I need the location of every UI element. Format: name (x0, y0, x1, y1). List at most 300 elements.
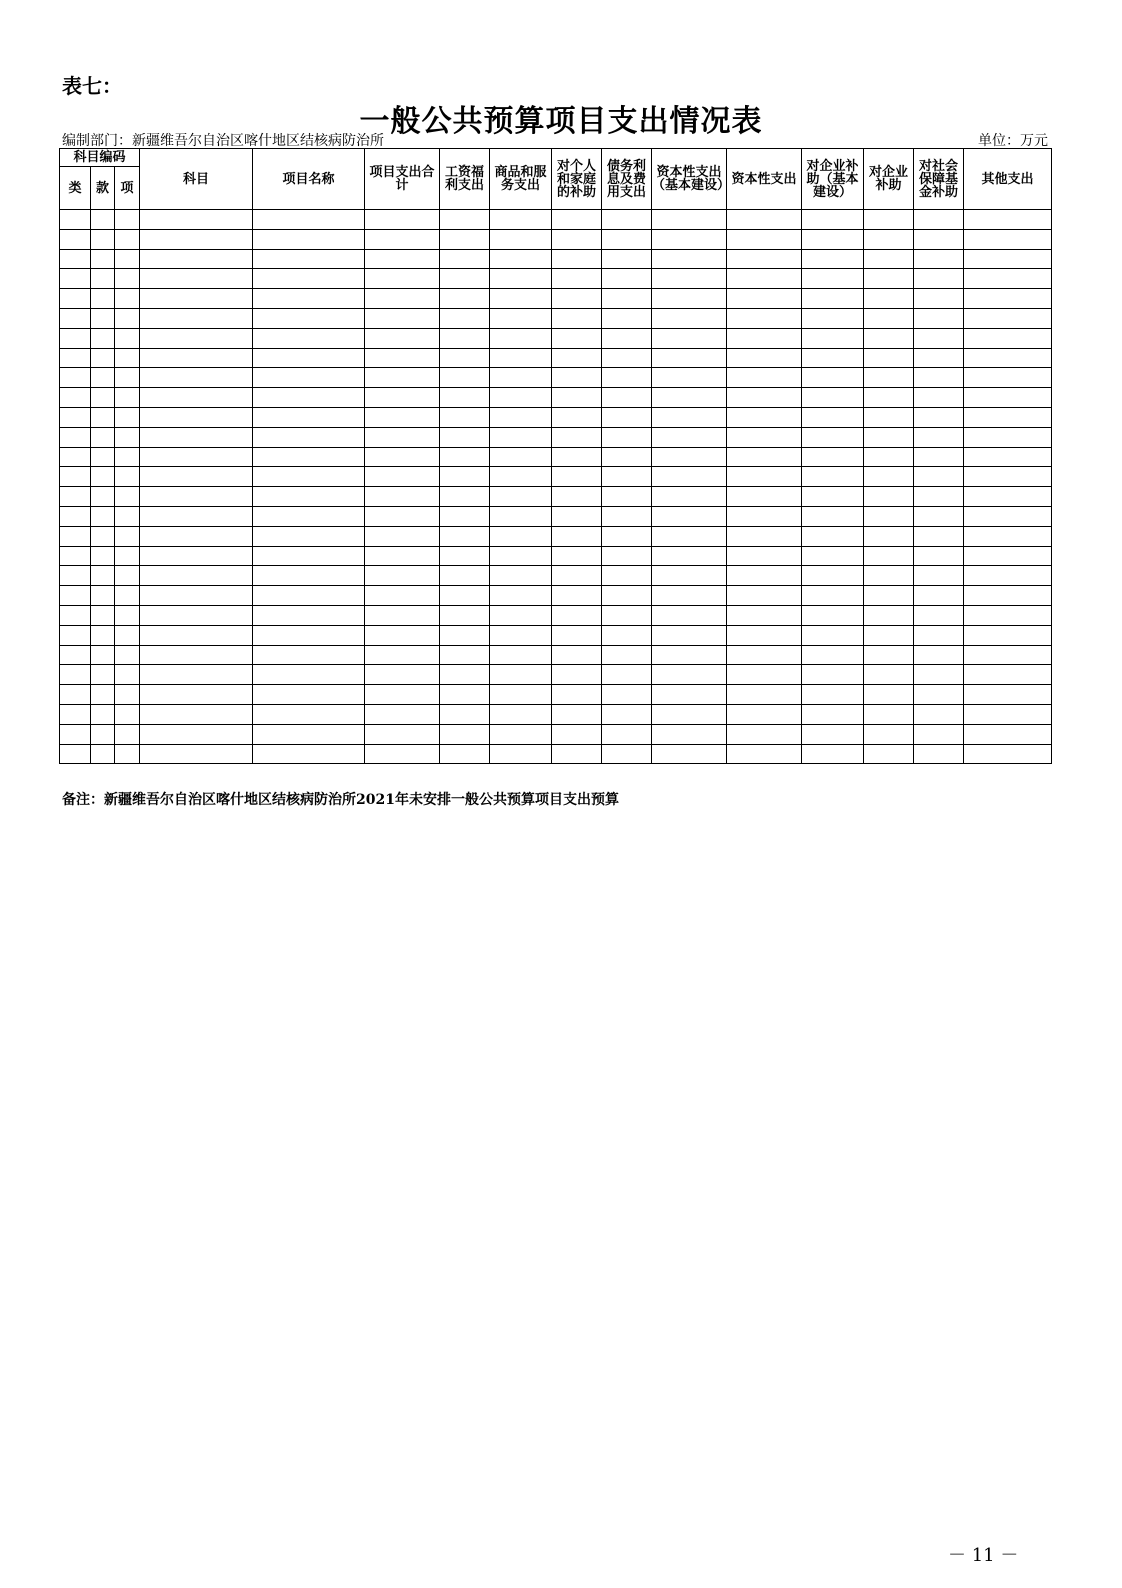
table-cell (727, 210, 802, 230)
header-kuan: 款 (91, 167, 115, 210)
table-cell (652, 388, 727, 408)
table-cell (914, 704, 964, 724)
table-cell (864, 447, 914, 467)
table-cell (602, 407, 652, 427)
table-cell (140, 447, 253, 467)
table-cell (115, 744, 140, 764)
table-cell (60, 427, 91, 447)
table-row (60, 269, 1052, 289)
table-cell (914, 368, 964, 388)
table-cell (490, 487, 552, 507)
table-cell (140, 229, 253, 249)
table-row (60, 368, 1052, 388)
table-cell (60, 546, 91, 566)
table-cell (115, 269, 140, 289)
table-cell (914, 566, 964, 586)
table-cell (60, 506, 91, 526)
table-cell (60, 249, 91, 269)
table-cell (864, 308, 914, 328)
table-cell (253, 506, 365, 526)
footnote: 备注：新疆维吾尔自治区喀什地区结核病防治所2021年未安排一般公共预算项目支出预算 (62, 792, 619, 808)
table-cell (964, 308, 1052, 328)
table-cell (552, 289, 602, 309)
table-cell (802, 249, 864, 269)
table-row (60, 665, 1052, 685)
table-cell (802, 467, 864, 487)
table-cell (253, 289, 365, 309)
table-cell (490, 210, 552, 230)
table-cell (727, 605, 802, 625)
table-cell (365, 645, 440, 665)
table-cell (91, 704, 115, 724)
table-cell (864, 328, 914, 348)
table-cell (602, 308, 652, 328)
table-cell (490, 447, 552, 467)
table-row (60, 724, 1052, 744)
table-cell (602, 388, 652, 408)
table-cell (253, 210, 365, 230)
table-cell (914, 348, 964, 368)
header-subject: 科目 (140, 149, 253, 210)
table-cell (440, 447, 490, 467)
table-cell (440, 308, 490, 328)
table-cell (652, 487, 727, 507)
table-cell (115, 348, 140, 368)
table-cell (91, 427, 115, 447)
table-cell (652, 625, 727, 645)
table-cell (140, 685, 253, 705)
table-cell (727, 447, 802, 467)
table-cell (602, 427, 652, 447)
table-cell (964, 586, 1052, 606)
table-cell (140, 249, 253, 269)
table-cell (115, 407, 140, 427)
table-cell (652, 685, 727, 705)
table-cell (864, 645, 914, 665)
table-cell (727, 427, 802, 447)
table-cell (440, 229, 490, 249)
table-cell (365, 665, 440, 685)
table-cell (552, 368, 602, 388)
table-cell (864, 724, 914, 744)
header-wage: 工资福利支出 (440, 149, 490, 210)
table-cell (490, 249, 552, 269)
table-cell (864, 605, 914, 625)
table-cell (864, 407, 914, 427)
table-cell (864, 744, 914, 764)
table-cell (727, 665, 802, 685)
table-cell (253, 407, 365, 427)
table-cell (490, 586, 552, 606)
table-row (60, 289, 1052, 309)
table-cell (440, 704, 490, 724)
table-cell (802, 368, 864, 388)
table-cell (365, 269, 440, 289)
table-cell (552, 605, 602, 625)
table-cell (490, 467, 552, 487)
table-cell (140, 605, 253, 625)
table-cell (115, 586, 140, 606)
table-cell (802, 645, 864, 665)
table-cell (91, 645, 115, 665)
table-row (60, 586, 1052, 606)
table-row (60, 704, 1052, 724)
table-cell (365, 724, 440, 744)
table-cell (490, 368, 552, 388)
table-cell (964, 546, 1052, 566)
table-cell (115, 487, 140, 507)
table-cell (140, 625, 253, 645)
table-cell (490, 724, 552, 744)
table-cell (964, 210, 1052, 230)
table-cell (365, 447, 440, 467)
table-cell (652, 566, 727, 586)
table-cell (91, 407, 115, 427)
table-cell (864, 388, 914, 408)
table-row (60, 744, 1052, 764)
table-cell (802, 526, 864, 546)
table-cell (964, 229, 1052, 249)
table-cell (802, 665, 864, 685)
table-cell (864, 506, 914, 526)
table-cell (802, 685, 864, 705)
table-cell (60, 605, 91, 625)
table-cell (91, 308, 115, 328)
table-cell (115, 289, 140, 309)
table-cell (802, 586, 864, 606)
table-row (60, 487, 1052, 507)
table-cell (440, 546, 490, 566)
table-cell (91, 566, 115, 586)
table-cell (115, 724, 140, 744)
table-cell (60, 625, 91, 645)
table-row (60, 388, 1052, 408)
table-cell (914, 685, 964, 705)
table-cell (652, 229, 727, 249)
table-cell (440, 427, 490, 447)
table-cell (602, 605, 652, 625)
table-cell (440, 289, 490, 309)
table-row (60, 249, 1052, 269)
table-cell (115, 229, 140, 249)
table-cell (802, 210, 864, 230)
table-cell (60, 467, 91, 487)
table-cell (552, 665, 602, 685)
table-cell (914, 645, 964, 665)
table-cell (490, 704, 552, 724)
header-enterprise-basic: 对企业补助（基本建设） (802, 149, 864, 210)
table-cell (552, 269, 602, 289)
table-cell (802, 487, 864, 507)
table-cell (552, 566, 602, 586)
table-cell (964, 744, 1052, 764)
table-cell (802, 447, 864, 467)
table-cell (964, 665, 1052, 685)
table-cell (602, 487, 652, 507)
table-cell (964, 685, 1052, 705)
table-cell (140, 526, 253, 546)
table-cell (802, 348, 864, 368)
table-cell (365, 368, 440, 388)
table-cell (602, 506, 652, 526)
table-cell (552, 249, 602, 269)
table-cell (365, 388, 440, 408)
table-cell (253, 605, 365, 625)
table-row (60, 467, 1052, 487)
table-cell (602, 645, 652, 665)
table-cell (864, 249, 914, 269)
table-cell (802, 625, 864, 645)
table-cell (440, 506, 490, 526)
table-cell (727, 645, 802, 665)
table-cell (802, 704, 864, 724)
table-cell (602, 625, 652, 645)
table-cell (115, 447, 140, 467)
table-cell (440, 625, 490, 645)
table-cell (440, 605, 490, 625)
table-cell (727, 744, 802, 764)
table-cell (552, 506, 602, 526)
table-cell (727, 586, 802, 606)
table-cell (91, 724, 115, 744)
table-cell (602, 447, 652, 467)
table-row (60, 447, 1052, 467)
table-cell (602, 328, 652, 348)
table-cell (552, 210, 602, 230)
table-row (60, 546, 1052, 566)
table-cell (602, 348, 652, 368)
table-cell (140, 546, 253, 566)
table-cell (914, 249, 964, 269)
table-cell (802, 605, 864, 625)
table-cell (602, 704, 652, 724)
table-cell (802, 546, 864, 566)
table-cell (365, 566, 440, 586)
table-cell (440, 388, 490, 408)
table-cell (914, 328, 964, 348)
table-cell (727, 308, 802, 328)
table-cell (802, 328, 864, 348)
header-xiang: 项 (115, 167, 140, 210)
table-cell (802, 407, 864, 427)
table-cell (602, 724, 652, 744)
table-cell (140, 427, 253, 447)
header-debt-interest: 债务利息及费用支出 (602, 149, 652, 210)
table-cell (552, 308, 602, 328)
table-cell (365, 210, 440, 230)
table-cell (490, 328, 552, 348)
table-cell (253, 685, 365, 705)
table-cell (440, 586, 490, 606)
table-cell (91, 210, 115, 230)
table-row (60, 407, 1052, 427)
table-cell (964, 427, 1052, 447)
table-cell (652, 665, 727, 685)
table-cell (140, 566, 253, 586)
table-cell (91, 269, 115, 289)
table-cell (140, 665, 253, 685)
table-cell (440, 566, 490, 586)
table-cell (140, 269, 253, 289)
department-label: 编制部门：新疆维吾尔自治区喀什地区结核病防治所 (62, 133, 384, 149)
table-cell (60, 724, 91, 744)
header-lei: 类 (60, 167, 91, 210)
table-cell (964, 348, 1052, 368)
table-cell (652, 269, 727, 289)
table-cell (365, 229, 440, 249)
table-cell (60, 269, 91, 289)
table-cell (60, 348, 91, 368)
table-cell (253, 665, 365, 685)
table-cell (964, 467, 1052, 487)
table-cell (490, 269, 552, 289)
expenditure-table (59, 148, 1052, 764)
table-cell (91, 368, 115, 388)
table-cell (91, 685, 115, 705)
table-row (60, 625, 1052, 645)
table-cell (440, 348, 490, 368)
table-cell (652, 210, 727, 230)
table-cell (864, 487, 914, 507)
table-cell (365, 506, 440, 526)
table-cell (253, 348, 365, 368)
table-cell (60, 210, 91, 230)
table-cell (914, 605, 964, 625)
table-cell (440, 210, 490, 230)
table-cell (652, 526, 727, 546)
table-cell (253, 427, 365, 447)
table-cell (652, 328, 727, 348)
table-cell (727, 229, 802, 249)
table-cell (253, 269, 365, 289)
table-cell (964, 368, 1052, 388)
table-cell (253, 724, 365, 744)
table-cell (727, 704, 802, 724)
table-cell (253, 328, 365, 348)
table-cell (914, 546, 964, 566)
table-cell (115, 388, 140, 408)
header-project-total: 项目支出合计 (365, 149, 440, 210)
table-cell (864, 368, 914, 388)
table-cell (60, 388, 91, 408)
table-cell (552, 724, 602, 744)
table-cell (140, 388, 253, 408)
table-cell (602, 586, 652, 606)
header-capital-basic: 资本性支出（基本建设） (652, 149, 727, 210)
table-cell (914, 210, 964, 230)
table-cell (727, 506, 802, 526)
table-cell (552, 328, 602, 348)
table-cell (440, 328, 490, 348)
table-row (60, 506, 1052, 526)
table-cell (652, 427, 727, 447)
table-cell (552, 625, 602, 645)
table-cell (440, 645, 490, 665)
table-cell (602, 566, 652, 586)
table-cell (490, 506, 552, 526)
table-cell (440, 487, 490, 507)
table-cell (964, 269, 1052, 289)
table-cell (365, 348, 440, 368)
table-cell (914, 289, 964, 309)
table-cell (914, 625, 964, 645)
table-cell (60, 289, 91, 309)
table-cell (802, 566, 864, 586)
table-cell (914, 447, 964, 467)
table-cell (552, 704, 602, 724)
table-cell (91, 447, 115, 467)
table-cell (490, 546, 552, 566)
table-cell (365, 526, 440, 546)
page-title: 一般公共预算项目支出情况表 (359, 104, 763, 139)
table-cell (140, 467, 253, 487)
table-cell (140, 407, 253, 427)
table-cell (140, 724, 253, 744)
table-cell (727, 724, 802, 744)
table-cell (652, 289, 727, 309)
table-cell (964, 447, 1052, 467)
table-row (60, 645, 1052, 665)
table-row (60, 328, 1052, 348)
table-cell (253, 467, 365, 487)
header-capital: 资本性支出 (727, 149, 802, 210)
table-cell (652, 744, 727, 764)
table-cell (727, 289, 802, 309)
table-cell (602, 546, 652, 566)
table-cell (365, 487, 440, 507)
table-cell (490, 348, 552, 368)
unit-label: 单位：万元 (978, 133, 1048, 149)
table-cell (727, 487, 802, 507)
table-cell (490, 427, 552, 447)
table-cell (552, 388, 602, 408)
table-row (60, 348, 1052, 368)
table-cell (552, 229, 602, 249)
table-cell (552, 487, 602, 507)
table-cell (864, 348, 914, 368)
table-cell (652, 586, 727, 606)
table-row (60, 685, 1052, 705)
table-cell (60, 586, 91, 606)
table-cell (802, 724, 864, 744)
table-cell (864, 427, 914, 447)
table-cell (115, 506, 140, 526)
header-enterprise: 对企业补助 (864, 149, 914, 210)
table-cell (253, 704, 365, 724)
table-cell (914, 665, 964, 685)
table-cell (552, 685, 602, 705)
table-cell (552, 427, 602, 447)
page-number: － 11 － (948, 1545, 1019, 1566)
table-cell (490, 566, 552, 586)
table-cell (115, 427, 140, 447)
table-cell (365, 467, 440, 487)
table-cell (253, 546, 365, 566)
table-cell (60, 645, 91, 665)
table-cell (864, 269, 914, 289)
table-cell (552, 407, 602, 427)
table-cell (253, 526, 365, 546)
table-cell (552, 586, 602, 606)
table-cell (60, 407, 91, 427)
table-cell (727, 368, 802, 388)
table-cell (365, 249, 440, 269)
table-cell (490, 308, 552, 328)
table-cell (365, 625, 440, 645)
table-cell (552, 447, 602, 467)
table-cell (440, 665, 490, 685)
table-cell (490, 526, 552, 546)
